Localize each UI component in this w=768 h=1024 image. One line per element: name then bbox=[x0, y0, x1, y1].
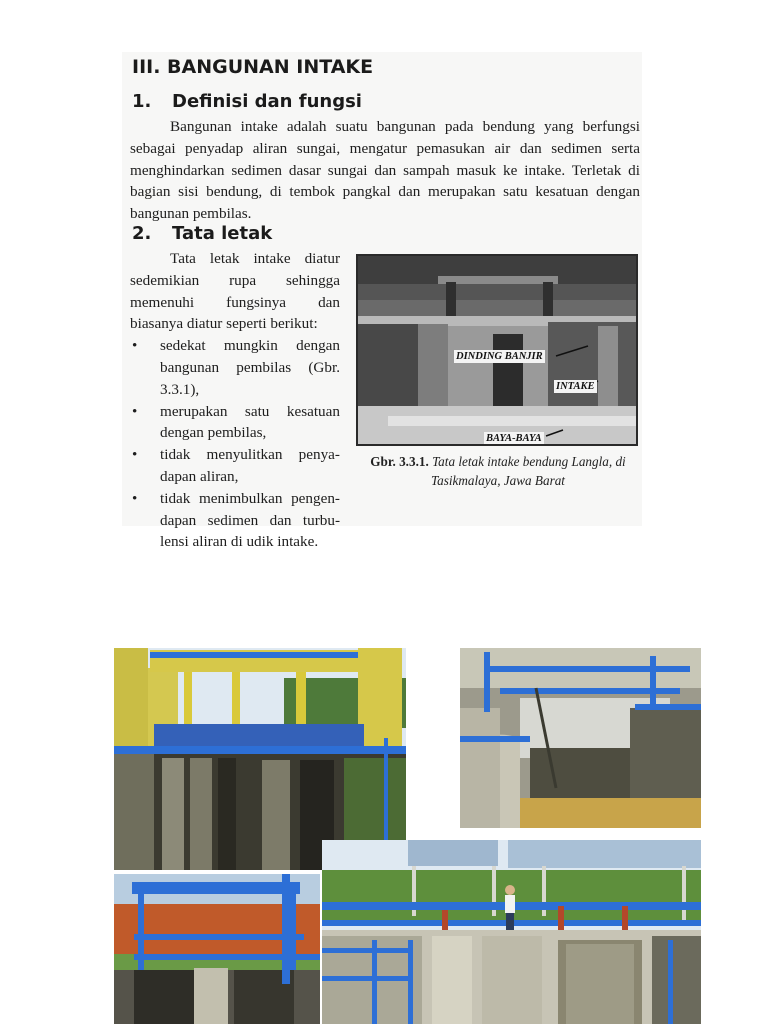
heading-tata-letak bbox=[132, 223, 272, 244]
photo-gate-structure-person bbox=[322, 840, 701, 1024]
channel-railing-photo bbox=[460, 648, 701, 828]
layout-paragraph: Tata letak intake diatur sedemikian rupa sehingga memenuhi fungsinya dan biasanya diatur seperti berikut: bbox=[130, 250, 340, 333]
photo-blue-gate-house bbox=[114, 874, 320, 1024]
list-item bbox=[130, 401, 340, 445]
heading-text: Tata letak bbox=[172, 223, 273, 244]
caption-text: Tata letak intake bendung Langla, di Tasikmalaya, Jawa Barat bbox=[431, 454, 626, 488]
heading-number: 2. bbox=[132, 223, 152, 244]
bullet-icon: • bbox=[132, 402, 138, 420]
photo-blue-railing-channel bbox=[460, 648, 701, 828]
label-dinding-banjir: DINDING BANJIR bbox=[456, 351, 543, 362]
label-baya-baya: BAYA-BAYA bbox=[486, 433, 542, 444]
list-item bbox=[130, 444, 340, 488]
label-intake: INTAKE bbox=[556, 381, 595, 392]
section-title: III. BANGUNAN INTAKE bbox=[132, 56, 374, 78]
gate-structure-photo bbox=[322, 840, 701, 1024]
list-item-text: merupakan satu kesatuan dengan pembilas, bbox=[160, 402, 340, 442]
bullet-icon: • bbox=[132, 489, 138, 507]
list-item-text: sedekat mungkin dengan bangunan pembilas (Gbr. 3.3.1), bbox=[160, 337, 340, 398]
intake-structure-photo bbox=[114, 648, 406, 870]
layout-bullet-list bbox=[130, 335, 340, 553]
bullet-icon: • bbox=[132, 446, 138, 464]
list-item-text: tidak menyulitkan penya-dapan aliran, bbox=[160, 446, 340, 485]
intake-figure-photo bbox=[356, 254, 638, 446]
layout-column bbox=[130, 248, 340, 553]
list-item bbox=[130, 335, 340, 400]
scanned-document bbox=[122, 52, 642, 551]
gate-house-photo bbox=[114, 874, 320, 1024]
heading-definisi bbox=[132, 91, 362, 112]
heading-text: Definisi dan fungsi bbox=[172, 91, 362, 112]
figure-caption bbox=[354, 452, 642, 490]
heading-number: 1. bbox=[132, 91, 152, 112]
caption-number: Gbr. 3.3.1. bbox=[370, 454, 429, 469]
definition-paragraph: Bangunan intake adalah suatu bangunan pada bendung yang berfungsi sebagai penyadap aliran sungai, mengatur pemasukan air dan sedimen serta menghindarkan sedimen dasar sungai dan sampah masuk ke intake. Terletak di bagian sisi bendung, di tembok pangkal dan merupakan satu kesatuan dengan bangunan pembilas. bbox=[130, 118, 640, 223]
list-item-text: tidak menimbulkan pengen-dapan sedimen dan turbu-lensi aliran di udik intake. bbox=[160, 489, 340, 551]
bullet-icon: • bbox=[132, 337, 138, 355]
list-item bbox=[130, 488, 340, 553]
photo-intake-yellow-pillars bbox=[114, 648, 406, 870]
